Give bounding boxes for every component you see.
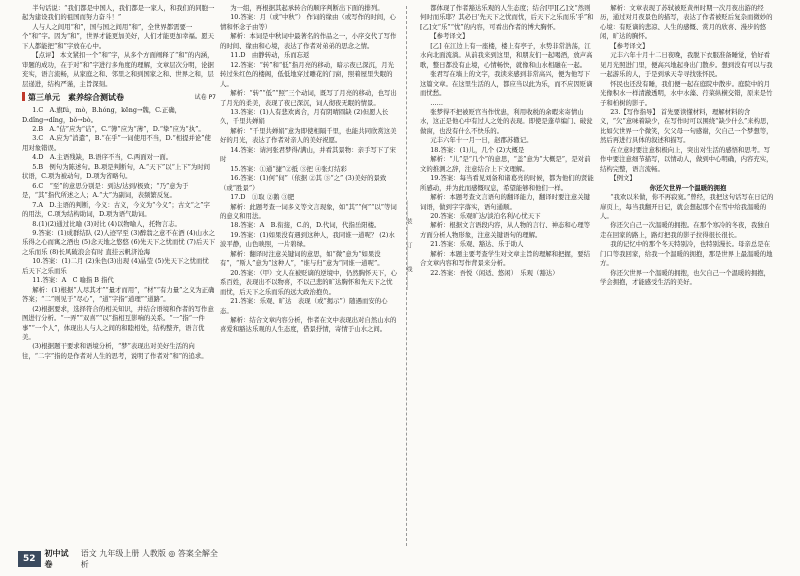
answer-paragraph: 解析：(1)根据“人尽其才”“量才而用”，“材”“有力量”之义为正确答案；“二”则见于“尽心”，“道”字指“道理”“道路”。	[22, 285, 215, 304]
answer-paragraph: 都体现了作者豁达乐观的人生态度；结合[甲][乙]文“然则何时而乐耶？其必曰‘先天下之忧而忧，后天下之乐而乐’乎”和[乙]文“乐”“忧”的内容，可看出作者的博大胸怀。	[420, 4, 594, 31]
answer-paragraph: 21.答案：乐观、豁达、乐于助人	[430, 240, 524, 249]
answer-paragraph: 14.答案：请河张君梦得/满山，并看其景物：亲手写下了宋时	[220, 145, 396, 164]
answer-paragraph: (2)根据要求，选择符合的相关知识，并结合语境和作者的写作意图进行分析。“一弄”“双喜”“以”指相互影响的关系。“一”指“一件事”“一个人”，体现出人与人之间的和睦相处，结构整齐，语言优美。	[22, 304, 214, 341]
answer-paragraph: 9.答案：(1)成群结队 (2)人迹罕至 (3)醉翁之意不在酒 (4)山水之乐得之心而寓之酒也 (5)念天地之悠悠 (6)先天下之忧而忧 (7)后天下之乐而乐 (8)长风破浪会有时 直挂云帆济沧海	[22, 228, 216, 256]
answer-paragraph: 3.C A.应为“消遣”，B.“在乎”一词使用不当，D.“相提并论”使用对象错误。	[22, 134, 211, 152]
column-4	[600, 4, 776, 548]
answer-paragraph: 解析：“千里共婵娟”意为即使相隔千里，也能共同欣赏这美好的月光，表达了作者对亲人的美好祝愿。	[220, 126, 397, 145]
answer-paragraph: 在立意时要注意积极向上，突出对生活的感悟和思考。写作中要注意细节描写，以情动人，做到中心明确，内容充实，结构完整，语言流畅。	[600, 145, 773, 173]
answer-paragraph: 10.答案：月（或“中秋”） 作词的缘由（或写作的时间，心情和怀念子由等）	[220, 13, 396, 31]
answer-paragraph: 11.答案：A C 喻指 B 指代	[32, 276, 114, 285]
page-number: 52	[18, 551, 41, 567]
answer-paragraph: 元丰六年十一月一日，赵郡苏辙记。	[430, 136, 533, 145]
answer-paragraph: 18.答案：A B.衔接，C.的，D.代词，代指岳阳楼。	[230, 221, 381, 230]
answer-paragraph: 人与人之间用“和”，国与国之间用“和”，全世界都需要一个“和”字。因为“和”，世界才能更加美好，人们才能更加幸福。愿天下人都能把“和”字放在心中。	[22, 22, 215, 50]
answer-paragraph: 解析：本题主要考查学生对文章主旨的理解和把握，要结合文章内容和写作背景来分析。	[420, 249, 590, 268]
essay-title: 你还欠世界一个温暖的拥抱	[649, 183, 727, 192]
answer-paragraph: 解析：根据文言语段内容，从人物的言行、神态和心理等方面分析人物形象，注意关键语句的理解。	[420, 221, 590, 239]
book-title: 初中试卷	[44, 549, 69, 569]
answer-paragraph: 解析：“儿”是“几个”的意思，“盖”意为“大概是”，是对前文的推测之辞，注意结合上下文理解。	[420, 155, 591, 173]
answer-paragraph: 12.答案：“转”和“低”指月亮的移动，暗示夜已深沉，月光转过朱红色的楼阁，低低地穿过雕花的门窗，照着屋里失眠的人。	[220, 60, 395, 88]
answer-paragraph: 张君写在墙上的文字，我读来感到非常高兴，便为他写下这篇文章。在这里生活的人，都应当以此为乐，而不应因贬谪而忧愁。	[420, 70, 593, 98]
answer-paragraph: 怀民也还没有睡，我们便一起在庭院中散步。庭院中的月光像积水一样清澈透明，水中水藻、荇菜纵横交错，原来是竹子和柏树的影子。	[600, 79, 773, 107]
answer-paragraph: (3)根据题干要求和语境分析，“梦”表现出对美好生活的向往，“二字”指的是作者对人生的思考，说明了作者对“和”的追求。	[22, 342, 208, 360]
answer-paragraph: 【参考译文】	[430, 32, 469, 41]
answer-paragraph: 10.答案：(1)二月 (2)朱色(3)出现 (4)晶莹 (5)先天下之忧而忧 后天下之乐而乐	[22, 257, 209, 275]
answer-paragraph: 5.B 例句为陈述句。B.项是判断句，A.“天下”以“上下”为时间状语，C.项为被动句，D.项为省略句。	[22, 162, 211, 181]
answer-paragraph: 解析：文章表现了苏轼被贬黄州时期一次月夜出游的经历，通过对月夜景色的描写，表达了作者被贬后复杂而微妙的心境：有贬谪的悲凉、人生的感慨、赏月的欣喜、漫步的悠闲，旷达的胸怀。	[600, 4, 773, 41]
section-marker	[22, 92, 25, 101]
answer-paragraph: 19.答案：(1)如果没有遇到这种人，我同谁一道呢？ (2)水波平静，山色映照，一片碧绿。	[220, 230, 395, 249]
answer-paragraph: 张梦得不把被贬官当作忧患，利用收税的余暇来寄情山水，这正是他心中有过人之处的表现。即使是蓬草编门、破瓮做窗，也没有什么不快乐的。	[420, 107, 593, 135]
answer-paragraph: 元丰六年十月十二日夜晚，我脱下衣服准备睡觉，恰好看见月光照进门里，便高兴地起身出门散步。想到没有可以与我一起游乐的人，于是到承天寺寻找张怀民。	[600, 51, 773, 79]
answer-paragraph: 你还欠世界一个温暖的拥抱，也欠自己一个温暖的拥抱，学会拥抱，才能感受生活的美好。	[600, 268, 770, 287]
answer-paragraph: 7.A D.主语的判断，今义：古义，今义为“今义”；古文“之”字的用法，C.项为结构助词，D.项为语气助词。	[22, 200, 210, 219]
answer-paragraph: 19.答案：每当看见刘备和诸葛亮的时候，都为他们的贤能所感动，并为此而感慨叹息，希望能够和他们一样。	[420, 174, 594, 192]
section-title: 第三单元 素养综合测试卷	[28, 93, 124, 103]
answer-paragraph: 21.答案：乐观、旷达 表现（或“揭示”）随遇而安的心态。	[220, 297, 388, 315]
column-3	[420, 4, 596, 548]
answer-paragraph: 18.答案：(1)儿，几个 (2)大概是	[430, 145, 525, 154]
answer-paragraph: 17.D ①取 ②鹅 ③肥	[230, 193, 295, 202]
answer-paragraph: 13.答案：(1)人有悲欢离合，月有阴晴圆缺 (2)但愿人长久，千里共婵娟	[220, 107, 389, 126]
answer-paragraph: [乙] 在江边上有一座楼，楼上有亭子，水势非常浩荡，江水向北面流淌。从前我来到这里，和朋友们一起喝酒，放声高歌，整日都没有止境，心情畅快，就像和山水相融在一起。	[420, 41, 593, 69]
answer-paragraph: 1.C A.旗fú，mò，B.hóng，kēng→魏，C.正确，D.dǐng→dǐng，bǒ→bò。	[22, 106, 181, 124]
footer-meta: 语文 九年级上册 人教版 ◎ 答案全解全析	[80, 549, 218, 569]
answer-paragraph: 11.D 由静转动，乐而忘返	[230, 51, 310, 60]
answer-paragraph: ……	[430, 98, 444, 107]
answer-paragraph: 解析：此题考查一词多义等文言现象，如“其”“何”“以”等词的意义和用法。	[220, 202, 397, 220]
answer-paragraph: 解析：本词是中秋词中最著名的作品之一，小序交代了写作的时间、缘由和心境，表达了作者对弟弟的思念之情。	[220, 32, 397, 50]
column-2	[220, 4, 398, 548]
answer-paragraph: 8.(1)(2)通过比喻 (3)对比 (4)以物喻人，托物言志。	[32, 219, 181, 228]
section-heading	[22, 92, 216, 104]
answer-paragraph: 我的记忆中的那个冬天特别冷，也特别漫长。母亲总是在门口等我回家，给我一个温暖的拥抱，那是世界上最温暖的地方。	[600, 240, 773, 268]
answer-paragraph: 你还欠自己一次温暖的拥抱。在那个寒冷的冬夜，我独自走在回家的路上，路灯把我的影子拉得很长很长。	[600, 221, 770, 239]
answer-paragraph: 23.【写作指导】 首先要读懂材料，理解材料的含义，“欠”意味着缺少，在写作时可以围绕“缺少什么”来构思，比如欠世界一个微笑，欠父母一句感谢，欠自己一个梦想等，然后再进行具体的叙述和描写。	[600, 107, 773, 145]
answer-paragraph: 解析：本题考查文言语句的翻译能力，翻译时要注意关键词语，做到字字落实，语句通顺。	[420, 193, 590, 211]
answer-paragraph: 【例文】	[610, 174, 636, 183]
answer-paragraph: “我欢以米做，你不再寂寞。”曾经，我把这句话写在日记的扉页上，每当我翻开日记，就会想起那个在雪中给我温暖的人。	[600, 193, 774, 220]
answer-paragraph: 20.答案：乐观旷达/淡泊名利/心忧天下	[430, 211, 541, 220]
answer-paragraph: 15.答案：①通“捷”②抵 ③把 ④张灯结彩	[230, 164, 347, 173]
answer-paragraph: 20.答案：（甲）文人在被贬谪的逆境中，仍然胸怀天下，心系百姓，表现出不以物喜，不以己悲的旷达胸怀和先天下之忧而忧，后天下之乐而乐的远大政治抱负。	[220, 268, 397, 296]
column-1	[22, 4, 216, 548]
answer-paragraph: 解析：结合文章内容分析，作者在文中表现出对自然山水的喜爱和豁达乐观的人生态度，借景抒情，寄情于山水之间。	[220, 315, 397, 334]
section-page-ref: 试卷 P7	[194, 94, 216, 102]
answer-paragraph: 6.C “至”的意思分别是：到达/达到/极致；“乃”意为于是，“其”指代所述之人；A.“大”为副词，表频繁反复。	[22, 181, 189, 200]
answer-paragraph: 解析：“转”“低”“照”三个动词，既写了月亮的移动，也写出了月光的柔美，表现了夜已深沉，词人彻夜无眠的情景。	[220, 89, 397, 107]
answer-paragraph: 解析：翻译时注意关键词的意思，如“微”意为“如果没有”，“斯人”意为“这种人”，“谁与归”意为“同谁一道呢”。	[220, 249, 384, 268]
answer-paragraph: 为一组，再根据其起承转合的顺序判断出下面的排列。	[230, 4, 384, 12]
answer-paragraph: 4.D A.主语残缺，B.语序不当，C.两面对一面。	[32, 153, 173, 162]
answer-paragraph: 【参考译文】	[610, 41, 649, 50]
answer-paragraph: 22.答案：吾悦（闲适、悠闲） 乐观（豁达）	[430, 268, 559, 277]
answer-paragraph: 半句话说：“我们都是中国人，我们都是一家人，和我们的同胞一起为建设我们的祖国而努力奋斗！”	[22, 4, 215, 22]
answer-paragraph: 【点评】 本文紧扣一个“和”字，从多个方面阐释了“和”的内涵，审题的成功，在于对“和”字进行多角度的理解，文章层次分明，论据充实，语言流畅，从家庭之和、邻里之和到国家之和、世界之和，层层递进，结构严谨，主旨深刻。	[22, 51, 214, 88]
answer-paragraph: 16.答案：(1)何“伺”（依据 ②其 ③“之” (3)美好的景致（或“胜景”）	[220, 174, 387, 192]
binding-text: ………装………订………线………	[405, 200, 412, 290]
page-footer	[18, 549, 218, 569]
answer-paragraph: 2.B A.“佶”应为“诘”，C.“簿”应为“薄”，D.“挚”应为“执”。	[32, 124, 205, 133]
